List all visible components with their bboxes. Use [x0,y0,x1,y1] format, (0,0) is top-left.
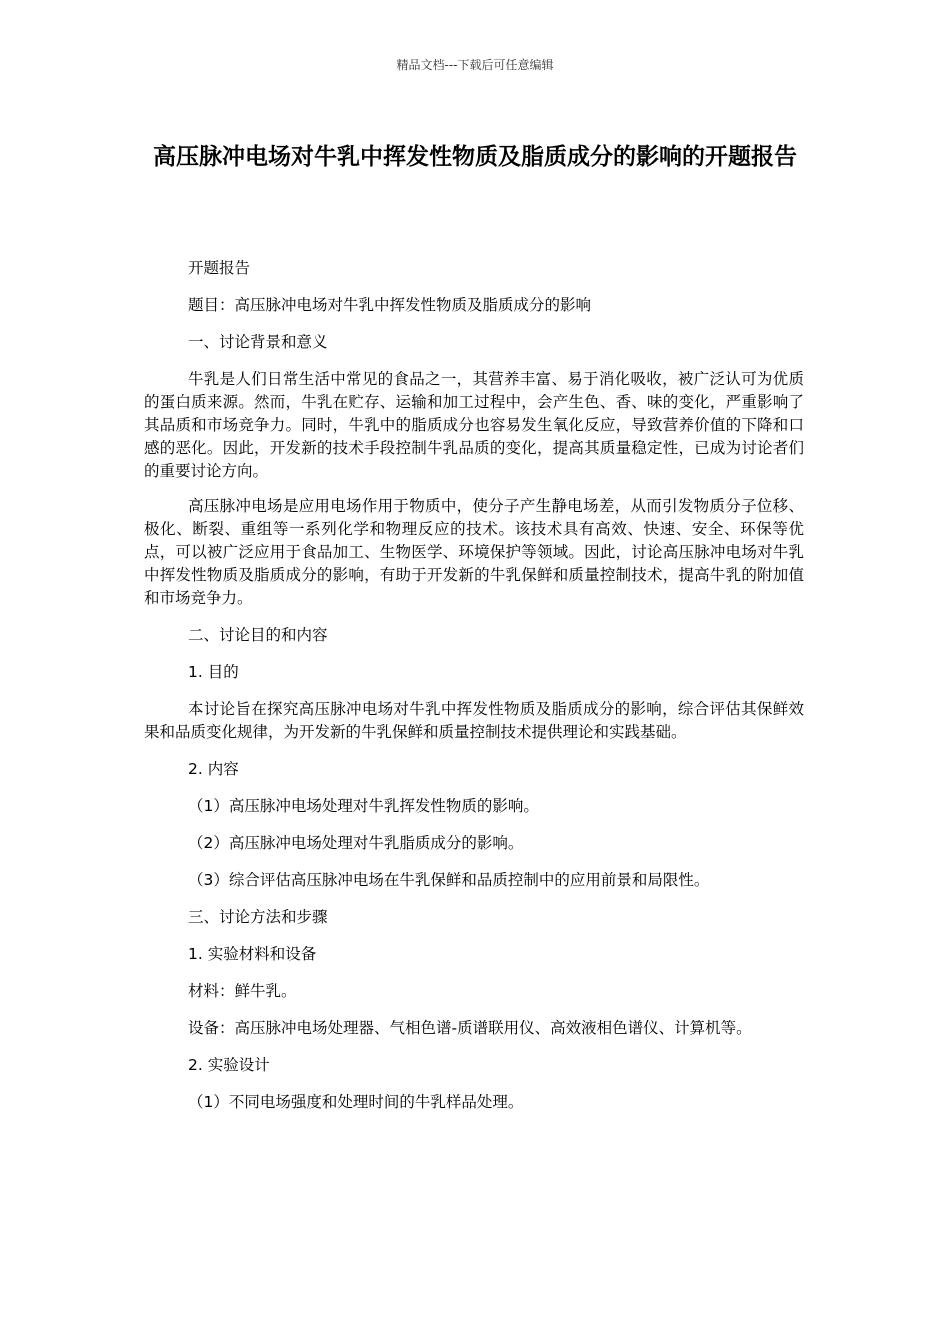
subheading-experiment-design: 2. 实验设计 [188,1056,270,1074]
header-note: 精品文档---下载后可任意编辑 [396,58,554,72]
list-item-content-2: （2）高压脉冲电场处理对牛乳脂质成分的影响。 [188,834,524,852]
section-heading-background: 一、讨论背景和意义 [188,333,328,351]
paragraph-report-label: 开题报告 [188,259,251,277]
subheading-materials-equipment: 1. 实验材料和设备 [188,945,317,963]
section-heading-methods: 三、讨论方法和步骤 [188,908,328,926]
document-title: 高压脉冲电场对牛乳中挥发性物质及脂质成分的影响的开题报告 [153,144,797,170]
paragraph-topic: 题目：高压脉冲电场对牛乳中挥发性物质及脂质成分的影响 [188,296,592,314]
subheading-purpose: 1. 目的 [188,663,239,681]
paragraph-purpose: 本讨论旨在探究高压脉冲电场对牛乳中挥发性物质及脂质成分的影响，综合评估其保鲜效果和品质变化规律，为开发新的牛乳保鲜和质量控制技术提供理论和实践基础。 [144,700,804,741]
subheading-content: 2. 内容 [188,760,239,778]
paragraph-materials: 材料：鲜牛乳。 [188,982,297,1000]
paragraph-equipment: 设备：高压脉冲电场处理器、气相色谱-质谱联用仪、高效液相色谱仪、计算机等。 [188,1019,752,1037]
list-item-design-1: （1）不同电场强度和处理时间的牛乳样品处理。 [188,1093,524,1111]
list-item-content-1: （1）高压脉冲电场处理对牛乳挥发性物质的影响。 [188,797,539,815]
paragraph-background-2: 高压脉冲电场是应用电场作用于物质中，使分子产生静电场差，从而引发物质分子位移、极化、断裂、重组等一系列化学和物理反应的技术。该技术具有高效、快速、安全、环保等优点，可以被广泛应用于食品加工、生物医学、环境保护等领域。因此，讨论高压脉冲电场对牛乳中挥发性物质及脂质成分的影响，有助于开发新的牛乳保鲜和质量控制技术，提高牛乳的附加值和市场竞争力。 [144,497,804,607]
section-heading-purpose-content: 二、讨论目的和内容 [188,626,328,644]
paragraph-background-1: 牛乳是人们日常生活中常见的食品之一，其营养丰富、易于消化吸收，被广泛认可为优质的蛋白质来源。然而，牛乳在贮存、运输和加工过程中，会产生色、香、味的变化，严重影响了其品质和市场竞争力。同时，牛乳中的脂质成分也容易发生氧化反应，导致营养价值的下降和口感的恶化。因此，开发新的技术手段控制牛乳品质的变化，提高其质量稳定性，已成为讨论者们的重要讨论方向。 [144,370,804,480]
document-body [144,257,804,1114]
list-item-content-3: （3）综合评估高压脉冲电场在牛乳保鲜和品质控制中的应用前景和局限性。 [188,871,710,889]
